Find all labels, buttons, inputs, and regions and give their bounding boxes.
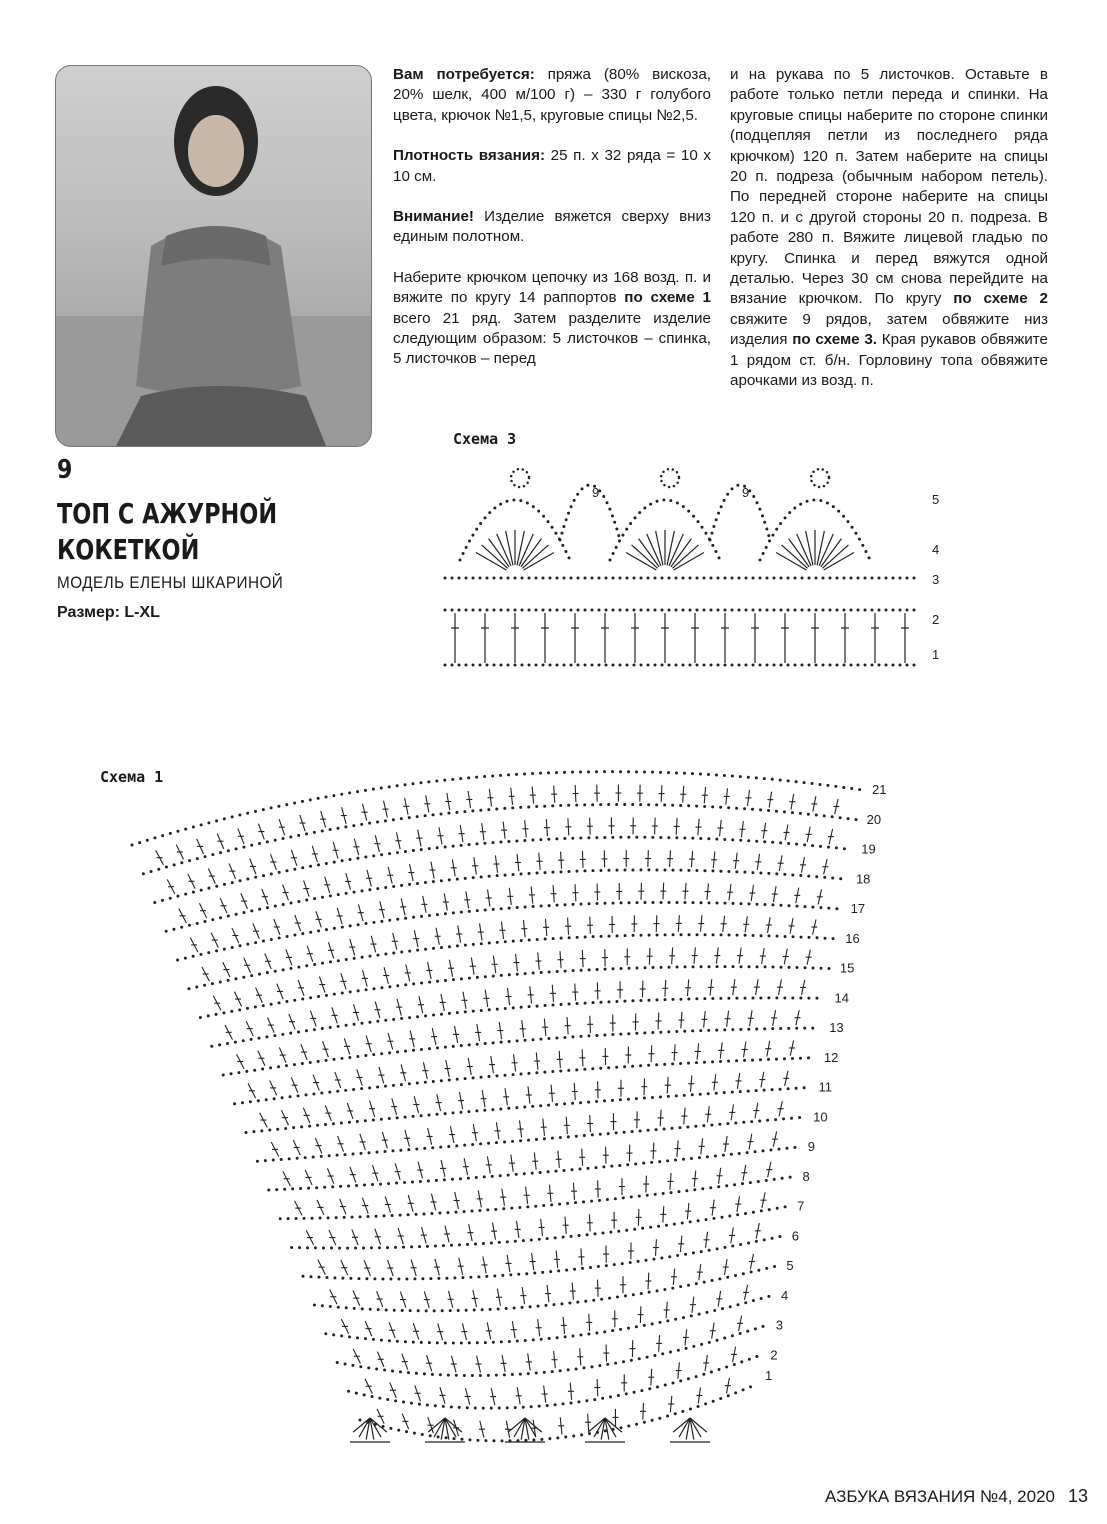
attention-text: Изделие вяжется сверху вниз единым полотном. [393, 208, 711, 246]
row-number: 20 [866, 811, 882, 827]
row-number: 5 [932, 492, 940, 507]
pattern-number: 9 [57, 455, 73, 485]
row-number: 3 [932, 572, 940, 587]
row-number: 13 [829, 1020, 844, 1035]
row-number: 6 [791, 1228, 799, 1244]
chain-row [326, 1296, 771, 1343]
chain-row [200, 967, 830, 1018]
scheme-ref: по схеме 3. [792, 331, 878, 349]
page-number: 13 [1068, 1486, 1089, 1506]
gauge-text: 25 п. х 32 ряда = 10 х 10 см. [393, 147, 711, 185]
instructions-text: свяжите 9 рядов, затем обвяжите низ изделия [730, 310, 1048, 349]
needs-label: Вам потребуется: [393, 66, 535, 83]
row-number: 12 [823, 1049, 839, 1065]
row-number: 19 [861, 841, 876, 857]
row-number: 2 [932, 612, 940, 627]
chain-row [166, 870, 846, 931]
chain-row [337, 1326, 766, 1376]
chain-row [189, 935, 835, 989]
attention-label: Внимание! [393, 208, 474, 226]
magazine-footer: АЗБУКА ВЯЗАНИЯ №4, 2020 [824, 1487, 1055, 1506]
row-number: 21 [872, 782, 887, 797]
scheme3-label: Схема 3 [453, 430, 517, 448]
row-number: 1 [765, 1368, 773, 1383]
chain-row [235, 1058, 814, 1104]
chain-count-label: 9 [742, 485, 750, 500]
gauge-label: Плотность вязания: [393, 147, 546, 165]
instructions-text: Наберите крючком цепочку из 168 возд. п. и вяжите по кругу 14 раппортов [393, 268, 711, 307]
row-number: 18 [855, 871, 871, 887]
row-number: 9 [807, 1139, 816, 1154]
row-number: 4 [781, 1287, 789, 1303]
chain-row [212, 998, 825, 1046]
chain-row [155, 837, 852, 902]
instructions-text: Края рукавов обвяжите 1 рядом ст. б/н. Горловину топа обвяжите арочками из возд. п. [730, 331, 1048, 390]
chain-row [280, 1177, 792, 1219]
row-number: 7 [797, 1198, 805, 1214]
row-number: 10 [813, 1109, 828, 1125]
instructions-text: и на рукава по 5 листочков. Оставьте в работе только петли переда и спинки. На круговые спицы наберите по стороне спинки (подцепляя петли из последнего ряда крючком) 120 п. Затем наберите на спицы 20 п. подреза (обычным набором петель). По передней стороне наберите на спицы 120 п. и с другой стороны 20 п. подреза. В работе 280 п. Вяжите лицевой гладью по кругу. Спинка и перед вяжутся одной деталью. Через 30 см снова перейдите на вязание крючком. По кругу [730, 66, 1048, 308]
row-number: 1 [932, 647, 940, 662]
size-label: Размер: [57, 604, 120, 621]
pattern-title: ТОП С АЖУРНОЙ КОКЕТКОЙ [57, 497, 278, 566]
scheme-ref: по схеме 2 [953, 290, 1048, 308]
chain-row [246, 1088, 809, 1133]
row-number: 3 [775, 1317, 783, 1333]
designer-credit: МОДЕЛЬ ЕЛЕНЫ ШКАРИНОЙ [57, 573, 284, 592]
row-number: 8 [802, 1168, 810, 1184]
instructions-text: всего 21 ряд. Затем разделите изделие следующим образом: 5 листочков – спинка, 5 листочков – перед [393, 309, 711, 368]
row-number: 2 [770, 1347, 778, 1363]
row-number: 17 [850, 901, 866, 916]
row-number: 11 [818, 1079, 832, 1095]
row-number: 5 [786, 1258, 794, 1273]
chain-row [223, 1028, 819, 1075]
scheme1-label: Схема 1 [100, 768, 164, 786]
scheme-ref: по схеме 1 [624, 289, 711, 307]
size-value: L-XL [119, 604, 160, 621]
row-number: 4 [932, 542, 940, 557]
chain-row [303, 1236, 782, 1279]
chain-row [314, 1266, 776, 1311]
row-number: 15 [839, 960, 855, 976]
chain-row [143, 804, 856, 873]
row-number: 16 [845, 930, 860, 946]
needs-text: пряжа (80% вискоза, 20% шелк, 400 м/100 г) – 330 г голубого цвета, крючок №1,5, круговые спицы №2,5. [393, 66, 711, 124]
chain-count-label: 9 [592, 485, 600, 500]
row-number: 14 [834, 990, 850, 1006]
